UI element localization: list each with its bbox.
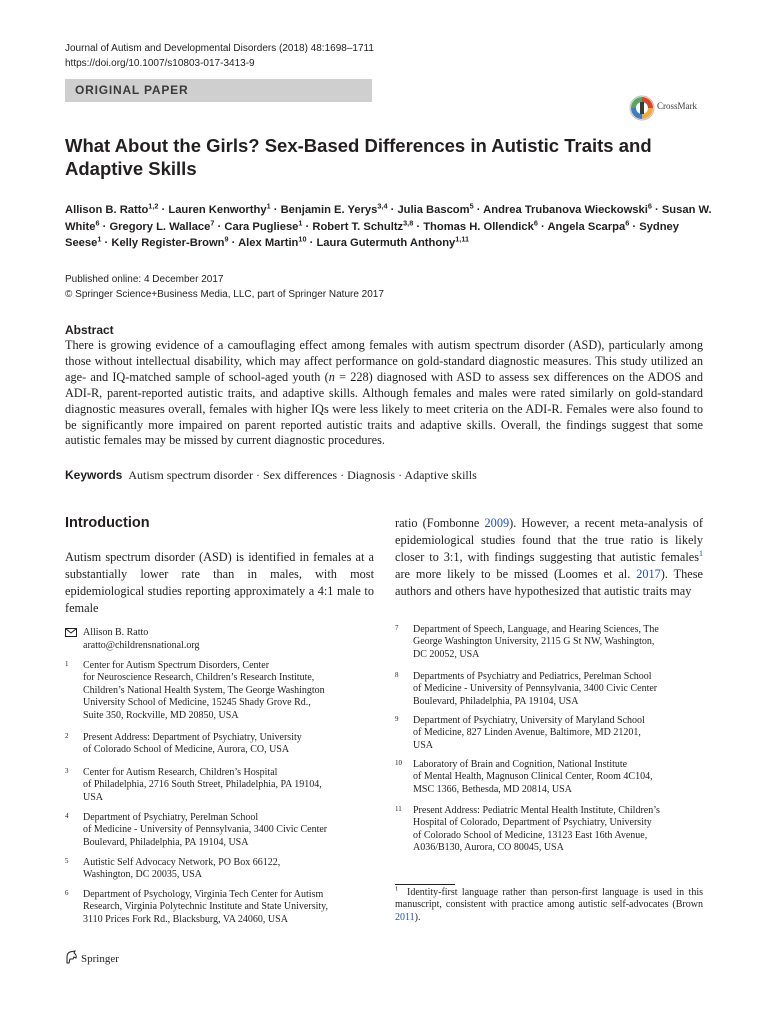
author-name[interactable]: Angela Scarpa$^6$ <box>547 217 630 233</box>
correspondence-email[interactable]: aratto@childrensnational.org <box>83 640 200 651</box>
keywords <box>65 468 477 483</box>
affiliation-line: Washington, DC 20035, USA <box>83 869 202 881</box>
affiliation-line: University School of Medicine, 15245 Shady Grove Rd., <box>83 697 311 709</box>
author-name[interactable]: Cara Pugliese$^1$ <box>224 217 303 233</box>
author-affiliation-marker: 9 <box>224 234 229 244</box>
author-affiliation-marker: 6 <box>625 217 630 227</box>
author-affiliation-marker: 3,4 <box>377 201 388 211</box>
journal-header <box>65 41 374 71</box>
affiliation-line: of Philadelphia, 2716 South Street, Philadelphia, PA 19104, <box>83 779 322 791</box>
author-name[interactable]: Susan W. White$^6$ <box>65 204 712 233</box>
intro-col2-text-b: ). However, a recent meta-analysis of epidemiological studies found that the true ratio is likely closer to 3:1, with findings suggesting that autistic females <box>395 516 703 565</box>
affiliation-line: DC 20052, USA <box>413 648 480 660</box>
affiliation-line: for Neuroscience Research, Children’s Research Institute, <box>83 672 315 684</box>
publisher-name: Springer <box>81 953 119 965</box>
footnote-ref-1[interactable]: 1 <box>699 549 703 559</box>
footnote-number: 1 <box>395 885 399 893</box>
author-affiliation-marker: 7 <box>210 217 215 227</box>
affiliation-line: Department of Psychiatry, University of Maryland School <box>413 715 645 726</box>
section-heading-introduction: Introduction <box>65 515 150 531</box>
author-affiliation-marker: 6 <box>647 201 652 211</box>
affiliation-10 <box>395 759 704 796</box>
affiliation-7 <box>395 624 704 661</box>
affiliation-11 <box>395 805 704 855</box>
author-affiliation-marker: 1 <box>298 217 303 227</box>
intro-paragraph-col1: Autism spectrum disorder (ASD) is identified in females at a substantially lower rate than in males, with most epidemiological studies reporting approximately a 4:1 male to female <box>65 550 374 616</box>
author-name[interactable]: Laura Gutermuth Anthony$^{1,11}$ <box>316 234 470 249</box>
affiliation-number: 10 <box>395 759 402 767</box>
affiliation-line: of Medicine, 827 Linden Avenue, Baltimore, MD 21201, <box>413 727 641 739</box>
intro-col2-text-a: ratio (Fombonne <box>395 516 485 530</box>
author-list: Allison B. Ratto$^{1,2}$ · Lauren Kenworthy$^1$ · Benjamin E. Yerys$^{3,4}$ · Julia Bascom$^5$ · Andrea Trubanova Wieckowski$^6$ · Susan W. White$^6$ · Gregory L. Wallace$^7$ · Cara Pugliese$^1$ · Robert T. Schultz$^{3,8}$ · Thomas H. Ollendick$^6$ · Angela Scarpa$^6$ · Sydney Seese$^1$ · Kelly Register-Brown$^9$ · Alex Martin$^{10}$ · Laura Gutermuth Anthony$^{1,11}$ <box>65 201 712 249</box>
author-affiliation-marker: 1 <box>97 234 102 244</box>
affiliation-line: A036/B130, Aurora, CO 80045, USA <box>413 842 564 854</box>
affiliation-line: Suite 350, Rockville, MD 20850, USA <box>83 709 239 721</box>
author-name[interactable]: Thomas H. Ollendick$^6$ <box>423 217 538 233</box>
affiliation-line: Boulevard, Philadelphia, PA 19104, USA <box>83 836 249 848</box>
author-name[interactable]: Robert T. Schultz$^{3,8}$ <box>312 217 414 233</box>
envelope-icon <box>65 628 77 637</box>
affiliation-number: 9 <box>395 715 399 723</box>
footnote-rule <box>395 884 455 885</box>
affiliation-text <box>413 671 657 708</box>
affiliation-line: of Medicine - University of Pennsylvania, 3400 Civic Center <box>83 824 328 836</box>
affiliation-line: Departments of Psychiatry and Pediatrics, Perelman School <box>413 671 652 682</box>
abstract-body <box>65 338 703 449</box>
affiliation-line: Department of Speech, Language, and Hearing Sciences, The <box>413 624 659 635</box>
footnote-1 <box>395 887 703 924</box>
affiliation-line: MSC 1366, Bethesda, MD 20814, USA <box>413 783 572 795</box>
affiliation-line: Laboratory of Brain and Cognition, National Institute <box>413 759 628 770</box>
affiliation-line: Present Address: Pediatric Mental Health Institute, Children’s <box>413 805 660 816</box>
author-name[interactable]: Sydney Seese$^1$ <box>65 220 679 249</box>
footnote-text-a: Identity-first language rather than person-first language is used in this manuscript, consistent with practice among autistic self-advocates (Brown <box>395 887 704 911</box>
author-affiliation-marker: 6 <box>95 217 100 227</box>
intro-col2-text-c: are more likely to be missed (Loomes et al. <box>395 567 637 582</box>
affiliation-text <box>83 732 302 757</box>
affiliation-text <box>83 767 322 804</box>
affiliation-text <box>413 759 653 796</box>
intro-col2-text-d: ). These authors and others have hypothesized that autistic traits may <box>395 567 703 599</box>
journal-citation: Journal of Autism and Developmental Disorders (2018) 48:1698–1711 <box>65 43 374 54</box>
affiliation-line: 3110 Prices Fork Rd., Blacksburg, VA 24060, USA <box>83 913 288 925</box>
affiliation-text <box>413 715 645 752</box>
affiliation-number: 11 <box>395 805 402 813</box>
affiliation-line: Center for Autism Spectrum Disorders, Center <box>83 660 270 671</box>
affiliation-line: Children’s National Health System, The George Washington <box>83 684 325 696</box>
citation-link-loomes[interactable]: 2017 <box>636 567 661 582</box>
affiliation-1 <box>65 660 374 722</box>
crossmark-label: CrossMark <box>657 101 697 111</box>
article-type-banner <box>65 79 372 102</box>
citation-link-brown[interactable]: 2011 <box>395 911 415 923</box>
affiliation-number: 1 <box>65 660 69 668</box>
article-type-label: ORIGINAL PAPER <box>75 83 189 97</box>
correspondence <box>65 627 374 653</box>
author-name[interactable]: Kelly Register-Brown$^9$ <box>111 234 229 249</box>
author-affiliation-marker: 1,2 <box>148 201 159 211</box>
publication-info <box>65 273 384 302</box>
intro-paragraph-col2 <box>395 515 703 600</box>
affiliation-number: 8 <box>395 671 399 679</box>
affiliation-line: Autistic Self Advocacy Network, PO Box 66122, <box>83 857 281 868</box>
affiliation-8 <box>395 671 704 708</box>
correspondence-name: Allison B. Ratto <box>83 627 149 638</box>
affiliation-text <box>413 624 659 661</box>
abstract-text-part-a: There is growing evidence of a camouflaging effect among females with autism spectrum disorder (ASD), particularly among those without intellectual disability, which may affect performance on gold-standard diagnostic measures. This study utilized an age- and IQ-matched sample of school-aged youth ( <box>65 338 703 384</box>
affiliation-9 <box>395 715 704 752</box>
author-affiliation-marker: 1,11 <box>455 234 470 244</box>
author-name[interactable]: Gregory L. Wallace$^7$ <box>109 217 215 233</box>
affiliation-4 <box>65 812 374 849</box>
affiliation-number: 7 <box>395 624 399 632</box>
affiliation-line: of Mental Health, Magnuson Clinical Center, Room 4C104, <box>413 771 653 783</box>
affiliation-line: Hospital of Colorado, Department of Psychiatry, University <box>413 817 652 829</box>
springer-horse-icon <box>65 950 78 964</box>
crossmark-icon <box>629 95 655 121</box>
abstract-n-variable: n <box>328 369 335 384</box>
affiliation-number: 4 <box>65 812 69 820</box>
author-affiliation-marker: 5 <box>469 201 474 211</box>
affiliation-line: Center for Autism Research, Children’s Hospital <box>83 767 278 778</box>
affiliation-5 <box>65 857 374 882</box>
affiliation-number: 5 <box>65 857 69 865</box>
affiliation-number: 2 <box>65 732 69 740</box>
affiliation-text <box>83 812 327 849</box>
author-name[interactable]: Lauren Kenworthy$^1$ <box>168 201 271 216</box>
author-name[interactable]: Benjamin E. Yerys$^{3,4}$ <box>280 201 388 216</box>
article-title: What About the Girls? Sex-Based Differences in Autistic Traits and Adaptive Skills <box>65 135 652 179</box>
abstract-heading: Abstract <box>65 323 114 337</box>
affiliation-line: Present Address: Department of Psychiatry, University <box>83 732 302 743</box>
author-affiliation-marker: 3,8 <box>403 217 414 227</box>
keywords-label: Keywords <box>65 468 123 482</box>
author-affiliation-marker: 6 <box>533 217 538 227</box>
author-affiliation-marker: 1 <box>266 201 271 211</box>
affiliation-line: George Washington University, 2115 G St NW, Washington, <box>413 636 655 648</box>
affiliation-line: of Colorado School of Medicine, Aurora, CO, USA <box>83 744 290 756</box>
affiliation-line: of Medicine - University of Pennsylvania, 3400 Civic Center <box>413 683 658 695</box>
affiliation-6 <box>65 889 374 926</box>
affiliation-text <box>413 805 660 855</box>
keywords-list: Autism spectrum disorder · Sex differences · Diagnosis · Adaptive skills <box>128 468 477 482</box>
affiliation-line: of Colorado School of Medicine, 13123 East 16th Avenue, <box>413 829 648 841</box>
copyright: © Springer Science+Business Media, LLC, part of Springer Nature 2017 <box>65 288 384 300</box>
affiliation-line: Department of Psychology, Virginia Tech Center for Autism <box>83 889 324 900</box>
affiliation-line: Research, Virginia Polytechnic Institute and State University, <box>83 901 328 913</box>
publisher-footer <box>65 950 119 965</box>
affiliation-number: 3 <box>65 767 69 775</box>
affiliation-line: USA <box>413 739 434 751</box>
author-name[interactable]: Allison B. Ratto$^{1,2}$ <box>65 201 159 216</box>
author-name[interactable]: Andrea Trubanova Wieckowski$^6$ <box>483 201 652 216</box>
author-affiliation-marker: 10 <box>298 234 307 244</box>
affiliation-line: USA <box>83 791 104 803</box>
author-name[interactable]: Alex Martin$^{10}$ <box>238 234 307 249</box>
affiliation-2 <box>65 732 374 757</box>
affiliation-line: Department of Psychiatry, Perelman School <box>83 812 259 823</box>
affiliation-3 <box>65 767 374 804</box>
published-date: Published online: 4 December 2017 <box>65 274 224 285</box>
affiliation-number: 6 <box>65 889 69 897</box>
affiliation-text <box>83 857 280 882</box>
affiliation-line: Boulevard, Philadelphia, PA 19104, USA <box>413 695 579 707</box>
affiliation-text <box>83 889 328 926</box>
abstract-text-part-b: = 228) diagnosed with ASD to assess sex differences on the ADOS and ADI-R, parent-reported autistic traits, and adaptive skills. Although females and males were rated similarly on gold-standard diagnostic measures overall, females with higher IQs were less likely to meet criteria on the ADI-R. Females were also found to be significantly more impaired on parent reported autistic traits and adaptive skills. Overall, the findings suggest that some autistic females may be missed by current diagnostic procedures. <box>65 369 703 448</box>
affiliation-text <box>83 660 325 722</box>
author-name[interactable]: Julia Bascom$^5$ <box>397 201 474 216</box>
footnote-text-b: ). <box>414 911 421 923</box>
citation-link-fombonne[interactable]: 2009 <box>484 516 510 530</box>
journal-doi[interactable]: https://doi.org/10.1007/s10803-017-3413-9 <box>65 58 255 69</box>
crossmark-badge[interactable] <box>629 95 704 121</box>
